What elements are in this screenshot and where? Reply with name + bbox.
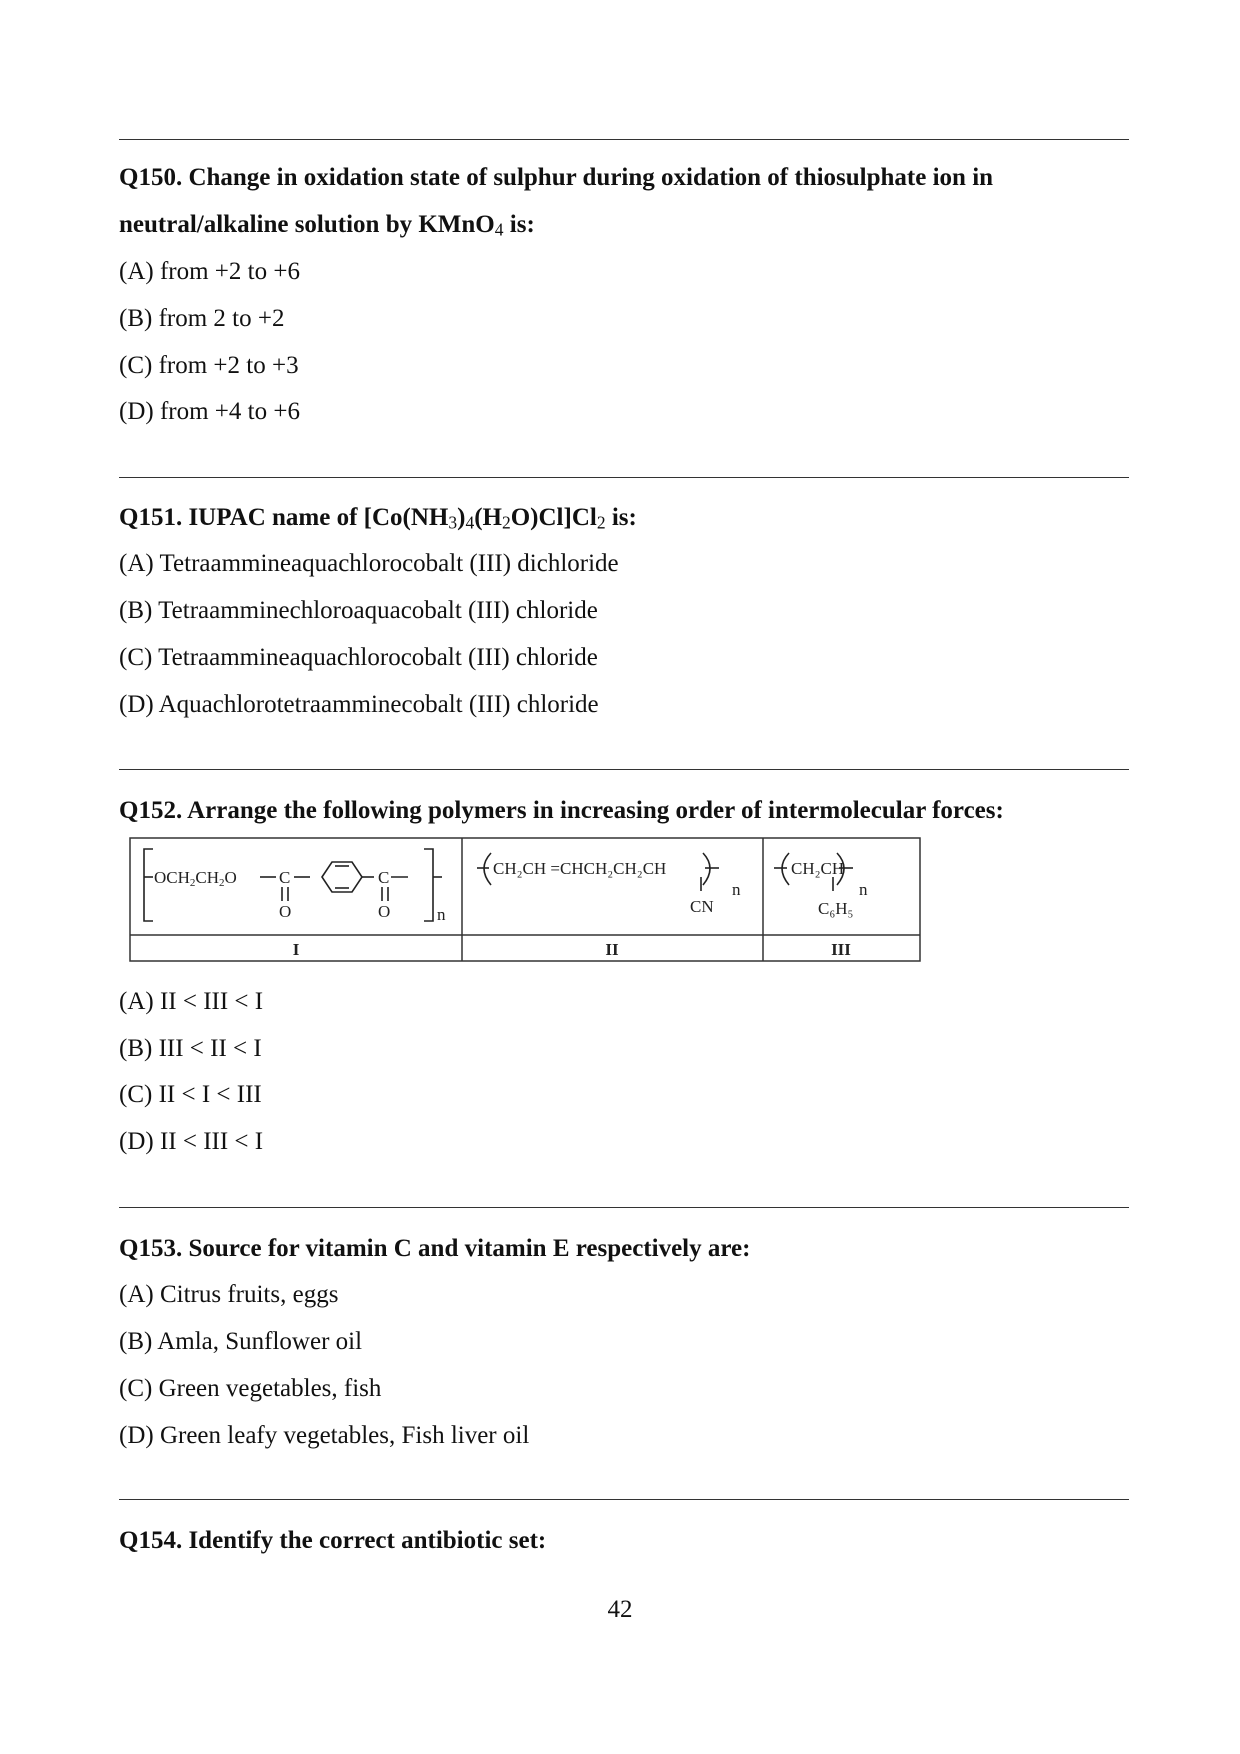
polymer-ii-formula: CH₂CH =CHCH₂CH₂CH	[493, 859, 667, 878]
q153-title: Q153. Source for vitamin C and vitamin E respectively are:	[119, 1235, 751, 1262]
q152-option-c: (C) II < I < III	[119, 1081, 262, 1108]
q151-title-text: )	[457, 504, 466, 531]
q153-option-a: (A) Citrus fruits, eggs	[119, 1281, 339, 1308]
polymer-i-carbonyl-c: C	[378, 868, 390, 887]
divider	[119, 477, 1129, 478]
q150-option-a: (A) from +2 to +6	[119, 258, 300, 285]
q151-title-text: O)Cl]Cl	[510, 504, 597, 531]
divider	[119, 769, 1129, 770]
q150-title-line1: Q150. Change in oxidation state of sulphur during oxidation of thiosulphate ion in	[119, 164, 994, 191]
q150-title-text: neutral/alkaline solution by KMnO	[119, 211, 495, 238]
q151-option-c: (C) Tetraammineaquachlorocobalt (III) chloride	[119, 644, 598, 671]
q151-title-sub: 3	[448, 512, 458, 533]
q151-title-sub: 2	[596, 512, 606, 533]
q153-option-d: (D) Green leafy vegetables, Fish liver oil	[119, 1422, 530, 1449]
q152-title: Q152. Arrange the following polymers in increasing order of intermolecular forces:	[119, 797, 1004, 824]
divider	[119, 1499, 1129, 1500]
divider	[119, 1207, 1129, 1208]
q151-title-text: Q151. IUPAC name of [Co(NH	[119, 504, 449, 531]
q150-option-d: (D) from +4 to +6	[119, 398, 300, 425]
polymer-ii-n: n	[732, 880, 741, 899]
polymer-iii-label: III	[831, 940, 851, 959]
q151-title-sub: 4	[465, 512, 475, 533]
q151-option-b: (B) Tetraamminechloroaquacobalt (III) chloride	[119, 597, 598, 624]
q151-title	[119, 503, 637, 533]
polymer-iii-branch: C₆H₅	[818, 899, 854, 918]
divider	[119, 139, 1129, 140]
polymer-i-carbonyl-c: C	[279, 868, 291, 887]
polymer-iii-n: n	[859, 880, 868, 899]
q151-option-a: (A) Tetraammineaquachlorocobalt (III) dichloride	[119, 550, 619, 577]
q154-title: Q154. Identify the correct antibiotic set:	[119, 1527, 547, 1554]
q151-title-text: (H	[474, 504, 502, 531]
q150-option-b: (B) from 2 to +2	[119, 305, 285, 332]
page-number: 42	[607, 1596, 633, 1623]
polymer-i-carbonyl-o: O	[378, 902, 391, 921]
polymer-i-formula: OCH2CH2O	[154, 868, 237, 889]
polymer-iii-formula: CH₂CH	[791, 859, 845, 878]
polymer-i-carbonyl-o: O	[279, 902, 292, 921]
q150-title-line2	[119, 210, 535, 240]
polymer-i-n: n	[437, 905, 446, 924]
q150-title-end: is:	[503, 211, 535, 238]
q152-option-a: (A) II < III < I	[119, 988, 264, 1015]
q153-option-c: (C) Green vegetables, fish	[119, 1375, 382, 1402]
polymer-i-label: I	[292, 940, 300, 959]
polymer-ii-branch: CN	[690, 897, 714, 916]
q151-option-d: (D) Aquachlorotetraamminecobalt (III) chloride	[119, 691, 599, 718]
polymer-ii-label: II	[605, 940, 619, 959]
q152-option-d: (D) II < III < I	[119, 1128, 264, 1155]
q150-title-sub: 4	[494, 219, 504, 240]
q153-option-b: (B) Amla, Sunflower oil	[119, 1328, 363, 1355]
q151-title-sub: 2	[501, 512, 511, 533]
q150-option-c: (C) from +2 to +3	[119, 352, 299, 379]
q152-option-b: (B) III < II < I	[119, 1035, 262, 1062]
q151-title-text: is:	[605, 504, 637, 531]
polymer-structures-table	[129, 837, 921, 962]
